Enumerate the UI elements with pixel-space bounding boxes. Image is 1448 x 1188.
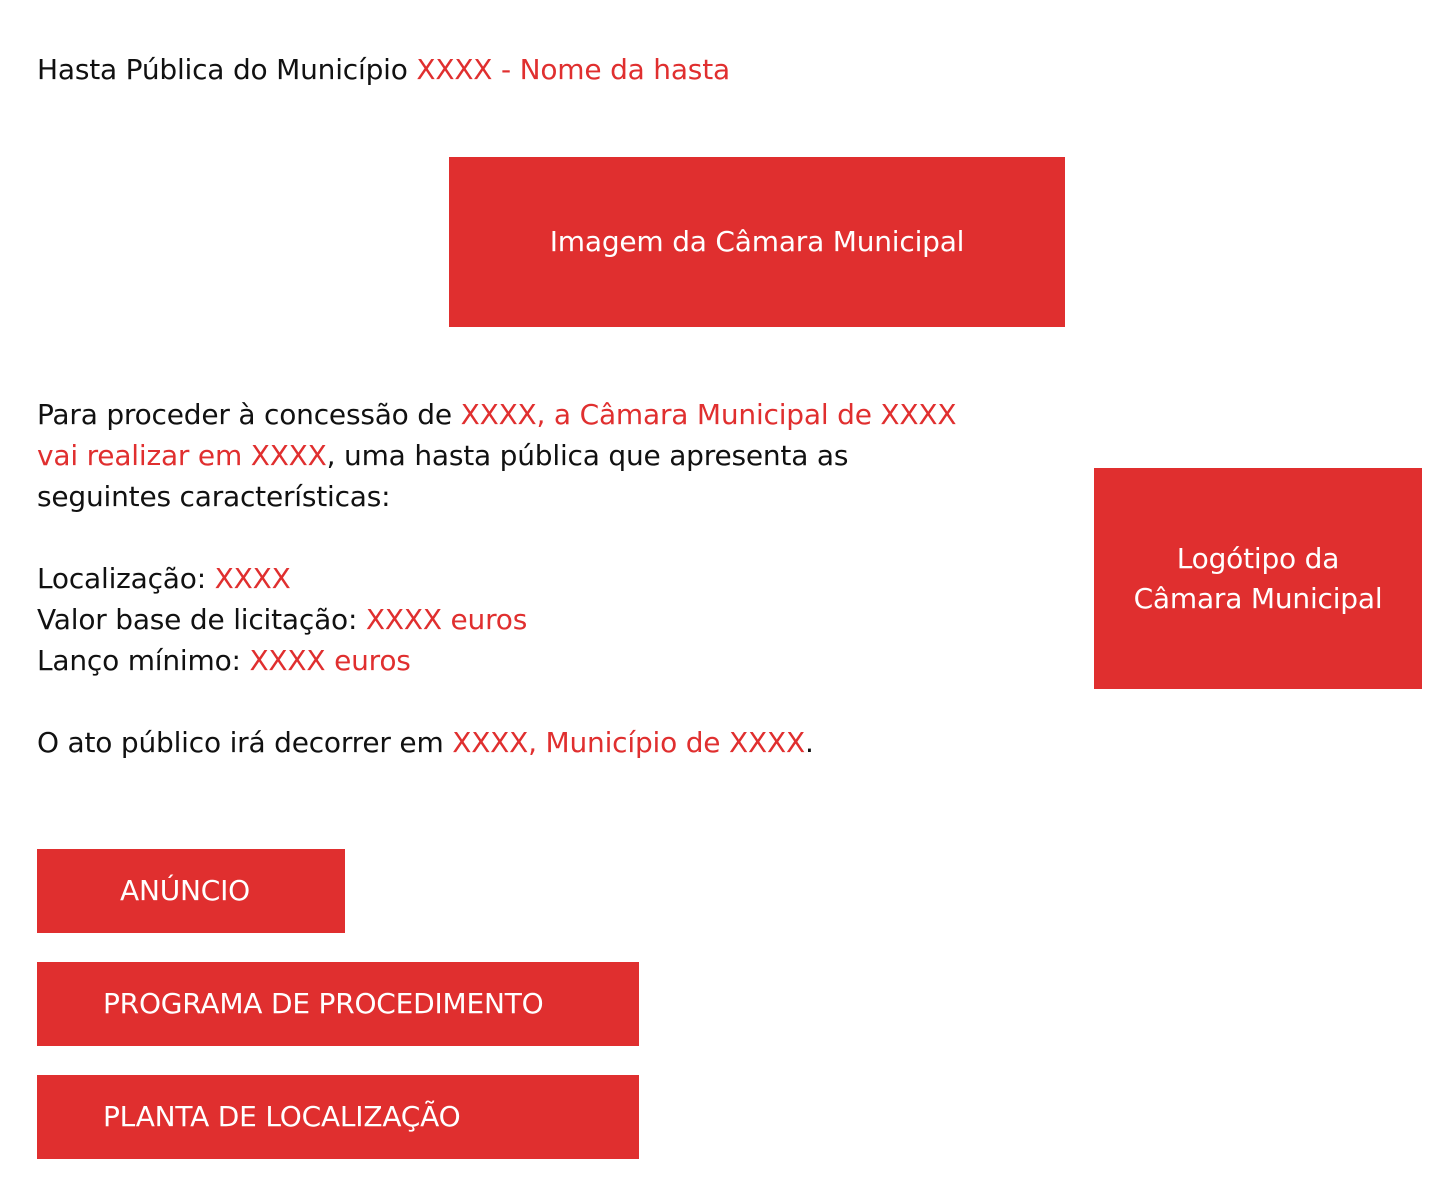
logo-label-line1: Logótipo da xyxy=(1176,541,1340,575)
intro-text-start: Para proceder à concessão de xyxy=(37,398,461,431)
planta-button-label: PLANTA DE LOCALIZAÇÃO xyxy=(103,1100,461,1133)
page-title-placeholder: XXXX - Nome da hasta xyxy=(416,53,730,86)
logo-label-line2: Câmara Municipal xyxy=(1133,581,1383,615)
logo-placeholder xyxy=(1094,468,1422,689)
page-title xyxy=(37,50,730,90)
intro-text-end: , uma hasta pública que apresenta as seguintes características: xyxy=(37,439,849,513)
min-bid-value: XXXX euros xyxy=(249,644,411,677)
event-text-start: O ato público irá decorrer em xyxy=(37,726,453,759)
description-block xyxy=(37,394,967,763)
event-text-end: . xyxy=(804,726,814,759)
event-placeholder: XXXX, Município de XXXX xyxy=(452,726,805,759)
intro-paragraph xyxy=(37,394,967,517)
anuncio-button[interactable] xyxy=(37,849,345,933)
min-bid-line xyxy=(37,640,967,681)
location-label: Localização: xyxy=(37,562,215,595)
programa-button-label: PROGRAMA DE PROCEDIMENTO xyxy=(103,987,544,1020)
programa-procedimento-button[interactable] xyxy=(37,962,639,1046)
anuncio-button-label: ANÚNCIO xyxy=(120,874,250,907)
location-value: XXXX xyxy=(214,562,291,595)
base-value-label: Valor base de licitação: xyxy=(37,603,366,636)
min-bid-label: Lanço mínimo: xyxy=(37,644,250,677)
base-value-line xyxy=(37,599,967,640)
hero-image-placeholder xyxy=(449,157,1065,327)
event-paragraph xyxy=(37,722,967,763)
page-title-static: Hasta Pública do Município xyxy=(37,53,417,86)
intro-placeholder: XXXX, a Câmara Municipal de XXXX vai realizar em XXXX xyxy=(37,398,957,472)
location-line xyxy=(37,558,967,599)
hero-image-label: Imagem da Câmara Municipal xyxy=(549,225,965,258)
base-value-value: XXXX euros xyxy=(365,603,528,636)
planta-localizacao-button[interactable] xyxy=(37,1075,639,1159)
